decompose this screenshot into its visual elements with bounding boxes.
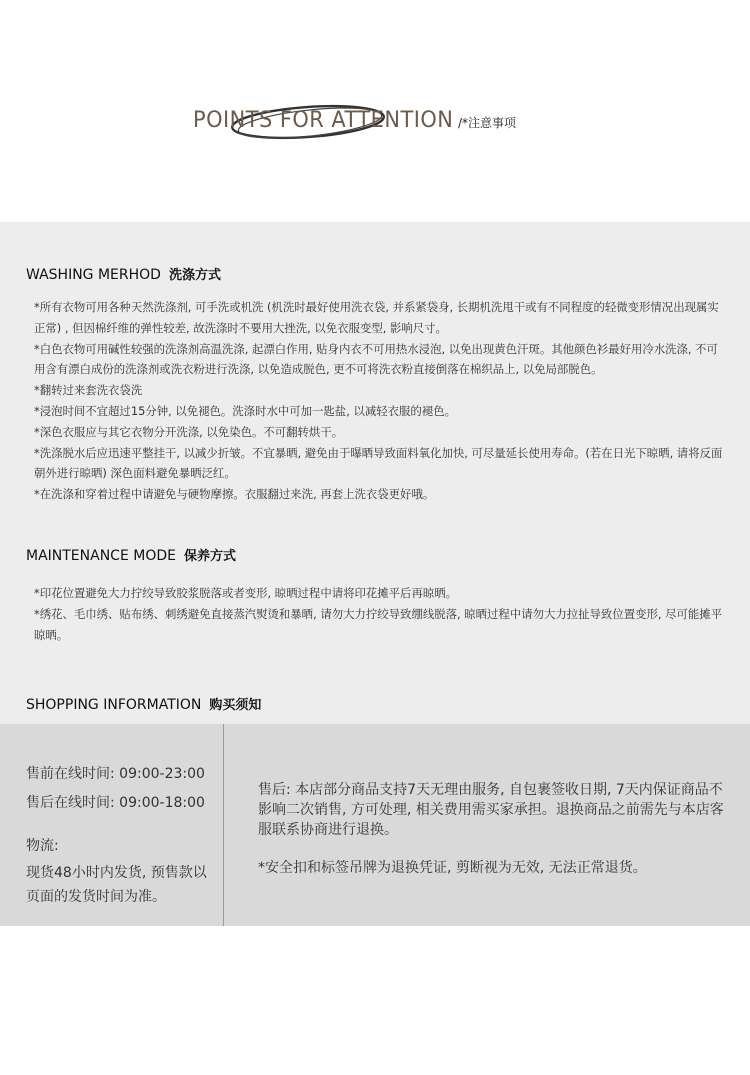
header [0,0,750,222]
service-hours [26,760,216,909]
tag-notice: *安全扣和标签吊牌为退换凭证, 剪断视为无效, 无法正常退货。 [258,860,647,876]
maintenance-title-cn: 保养方式 [183,549,236,564]
presale-hours: 售前在线时间: 09:00-23:00 [26,766,205,782]
aftersale-policy: 售后: 本店部分商品支持7天无理由服务, 自包裹签收日期, 7天内保证商品不影响二次销售, 方可处理, 相关费用需买家承担。退换商品之前需先与本店客服联系协商进行退换。 [258,782,724,838]
washing-title-cn: 洗涤方式 [168,268,221,283]
aftersale-policy-block [258,780,728,878]
washing-line: *所有衣物可用各种天然洗涤剂, 可手洗或机洗 (机洗时最好使用洗衣袋, 并系紧袋身, 长期机洗甩干或有不同程度的轻微变形情况出现属实正常) , 但因棉纤维的弹性较差, 故洗涤时不要用大挫洗, 以免衣服变型, 影响尺寸。 [34,300,719,335]
logo [188,100,454,144]
shopping-section-title [26,694,261,713]
maintenance-section-title [26,545,236,564]
shopping-info-panel [0,724,750,926]
maintenance-line: *绣花、毛巾绣、贴布绣、刺绣避免直接蒸汽熨烫和暴晒, 请勿大力拧绞导致绷线脱落, 晾晒过程中请勿大力拉扯导致位置变形, 尽可能摊平晾晒。 [34,606,723,642]
divider [223,724,224,926]
washing-line: *洗涤脱水后应迅速平整挂干, 以减少折皱。不宜暴晒, 避免由于曝晒导致面料氧化加快, 可尽量延长使用寿命。(若在日光下晾晒, 请将反面朝外进行晾晒) 深色面料避免暴晒泛红。 [34,445,723,481]
maintenance-title-en: MAINTENANCE MODE [26,548,176,564]
maintenance-text [34,583,724,645]
maintenance-line: *印花位置避免大力拧绞导致胶浆脱落或者变形, 晾晒过程中请将印花摊平后再晾晒。 [34,586,458,600]
logistics-label: 物流: [26,838,59,854]
washing-section-title [26,264,221,283]
shopping-title-cn: 购买须知 [209,698,262,713]
logo-text: POINTS FOR ATTENTION [193,108,454,133]
aftersale-hours: 售后在线时间: 09:00-18:00 [26,795,205,811]
shopping-title-en: SHOPPING INFORMATION [26,697,202,713]
care-info-panel [0,222,750,724]
washing-line: *白色衣物可用碱性较强的洗涤剂高温洗涤, 起漂白作用, 贴身内衣不可用热水浸泡, 以免出现黄色汗斑。其他颜色衫最好用冷水洗涤, 不可用含有漂白成份的洗涤剂或洗衣粉进行洗涤, 以免造成脱色, 更不可将洗衣粉直接倒落在棉织品上, 以免局部脱色。 [34,341,718,377]
header-subtitle: /*注意事项 [458,116,517,130]
logistics-text: 现货48小时内发货, 预售款以页面的发货时间为准。 [26,865,207,905]
washing-text [34,297,724,505]
washing-title-en: WASHING MERHOD [26,267,161,283]
washing-line: *翻转过来套洗衣袋洗 [34,383,143,398]
washing-line: *在洗涤和穿着过程中请避免与硬物摩擦。衣服翻过来洗, 再套上洗衣袋更好哦。 [34,487,435,502]
washing-line: *浸泡时间不宜超过15分钟, 以免褪色。洗涤时水中可加一匙盐, 以减轻衣服的褪色。 [34,403,456,418]
washing-line: *深色衣服应与其它衣物分开洗涤, 以免染色。不可翻转烘干。 [34,424,344,439]
